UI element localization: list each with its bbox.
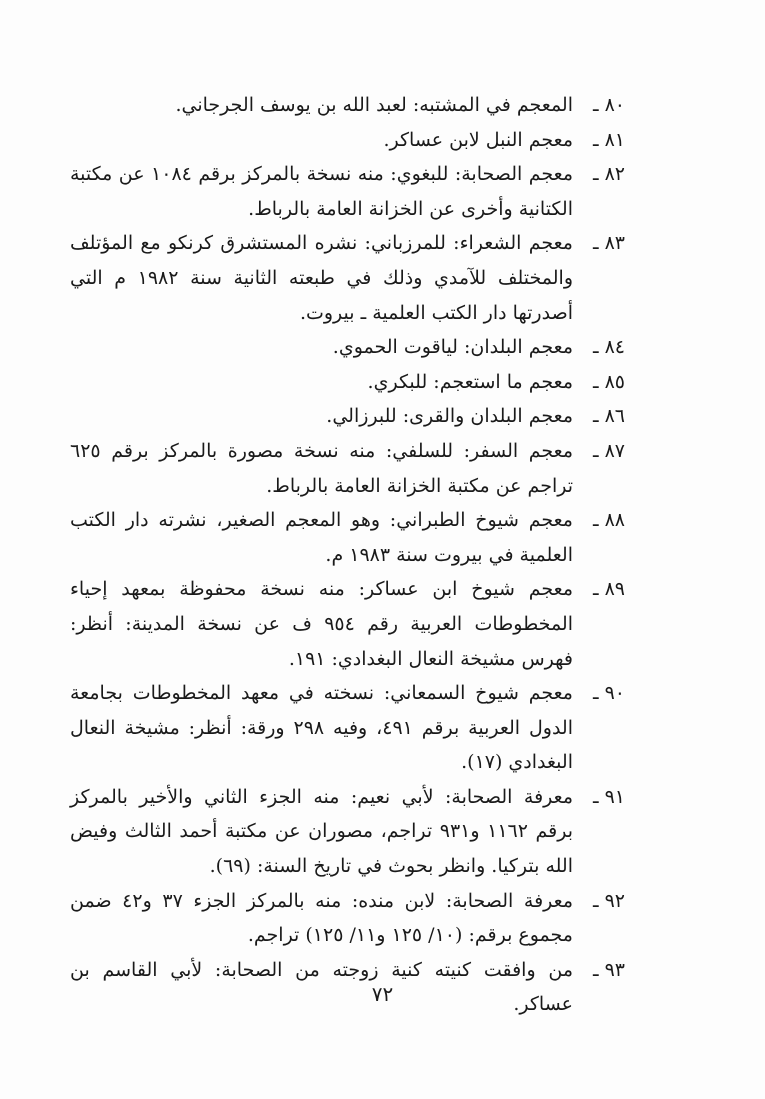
bibliography-entry (70, 226, 625, 330)
entry-text: من وافقت كنيته كنية زوجته من الصحابة: لأبي القاسم بن عساكر. (70, 958, 573, 1016)
entry-number: ٨٨ ـ (592, 509, 625, 532)
bibliography-entry (70, 123, 625, 158)
bibliography-entry (70, 780, 625, 884)
bibliography-entry (70, 676, 625, 780)
entry-text: معجم الصحابة: للبغوي: منه نسخة بالمركز برقم ١٠٨٤ عن مكتبة الكتانية وأخرى عن الخزانة العامة بالرباط. (70, 163, 574, 220)
entries-list (70, 88, 625, 1022)
bibliography-entry (70, 434, 625, 503)
entry-number: ٨٢ ـ (592, 163, 625, 186)
entry-text: المعجم في المشتبه: لعبد الله بن يوسف الجرجاني. (175, 94, 573, 116)
entry-text: معجم شيوخ ابن عساكر: منه نسخة محفوظة بمعهد إحياء المخطوطات العربية رقم ٩٥٤ ف عن نسخة المدينة: أنظر: فهرس مشيخة النعال البغدادي: ١٩١. (70, 578, 573, 670)
bibliography-entry (70, 884, 625, 953)
entry-text: معجم شيوخ السمعاني: نسخته في معهد المخطوطات بجامعة الدول العربية برقم ٤٩١، وفيه ٢٩٨ ورقة: أنظر: مشيخة النعال البغدادي (١٧). (70, 682, 574, 774)
entry-number: ٩٠ ـ (592, 682, 625, 705)
entry-text: معجم البلدان: لياقوت الحموي. (332, 336, 573, 359)
bibliography-entry (70, 399, 625, 434)
page-number: ٧٢ (371, 982, 394, 1006)
entry-number: ٩٢ ـ (592, 889, 625, 912)
entry-number: ٩١ ـ (592, 785, 625, 808)
entry-number: ٨٦ ـ (592, 405, 625, 428)
bibliography-entry (70, 365, 625, 400)
entry-text: معجم السفر: للسلفي: منه نسخة مصورة بالمركز برقم ٦٢٥ تراجم عن مكتبة الخزانة العامة بالرباط. (70, 439, 573, 497)
entry-text: معرفة الصحابة: لابن منده: منه بالمركز الجزء ٣٧ و٤٢ ضمن مجموع برقم: (١٠/ ١٢٥ و١١/ ١٢٥) تراجم. (70, 889, 573, 947)
bibliography-entry (70, 157, 625, 226)
bibliography-entry (70, 503, 625, 572)
entry-number: ٩٣ ـ (592, 958, 625, 981)
entry-number: ٨٤ ـ (592, 336, 625, 359)
entry-number: ٨٠ ـ (592, 94, 625, 116)
bibliography-entry (70, 330, 625, 365)
entry-text: معجم البلدان والقرى: للبرزالي. (326, 405, 573, 428)
bibliography-entry (70, 88, 625, 123)
entry-number: ٨٣ ـ (592, 232, 625, 255)
entry-text: معرفة الصحابة: لأبي نعيم: منه الجزء الثاني والأخير بالمركز برقم ١١٦٢ و٩٣١ تراجم، مصوران عن مكتبة أحمد الثالث وفيض الله بتركيا. وانظر بحوث في تاريخ السنة: (٦٩). (70, 785, 573, 878)
entry-number: ٨٧ ـ (592, 439, 625, 462)
entry-number: ٨٩ ـ (592, 578, 625, 601)
entry-text: معجم شيوخ الطبراني: وهو المعجم الصغير، نشرته دار الكتب العلمية في بيروت سنة ١٩٨٣ م. (70, 509, 573, 566)
entry-number: ٨١ ـ (592, 128, 625, 151)
entry-text: معجم الشعراء: للمرزباني: نشره المستشرق كرنكو مع المؤتلف والمختلف للآمدي وذلك في طبعته الثانية سنة ١٩٨٢ م التي أصدرتها دار الكتب العلمية ـ بيروت. (70, 232, 573, 324)
entry-text: معجم النبل لابن عساكر. (383, 128, 573, 151)
entry-text: معجم ما استعجم: للبكري. (367, 370, 573, 393)
entry-number: ٨٥ ـ (592, 370, 625, 393)
bibliography-entry (70, 572, 625, 676)
